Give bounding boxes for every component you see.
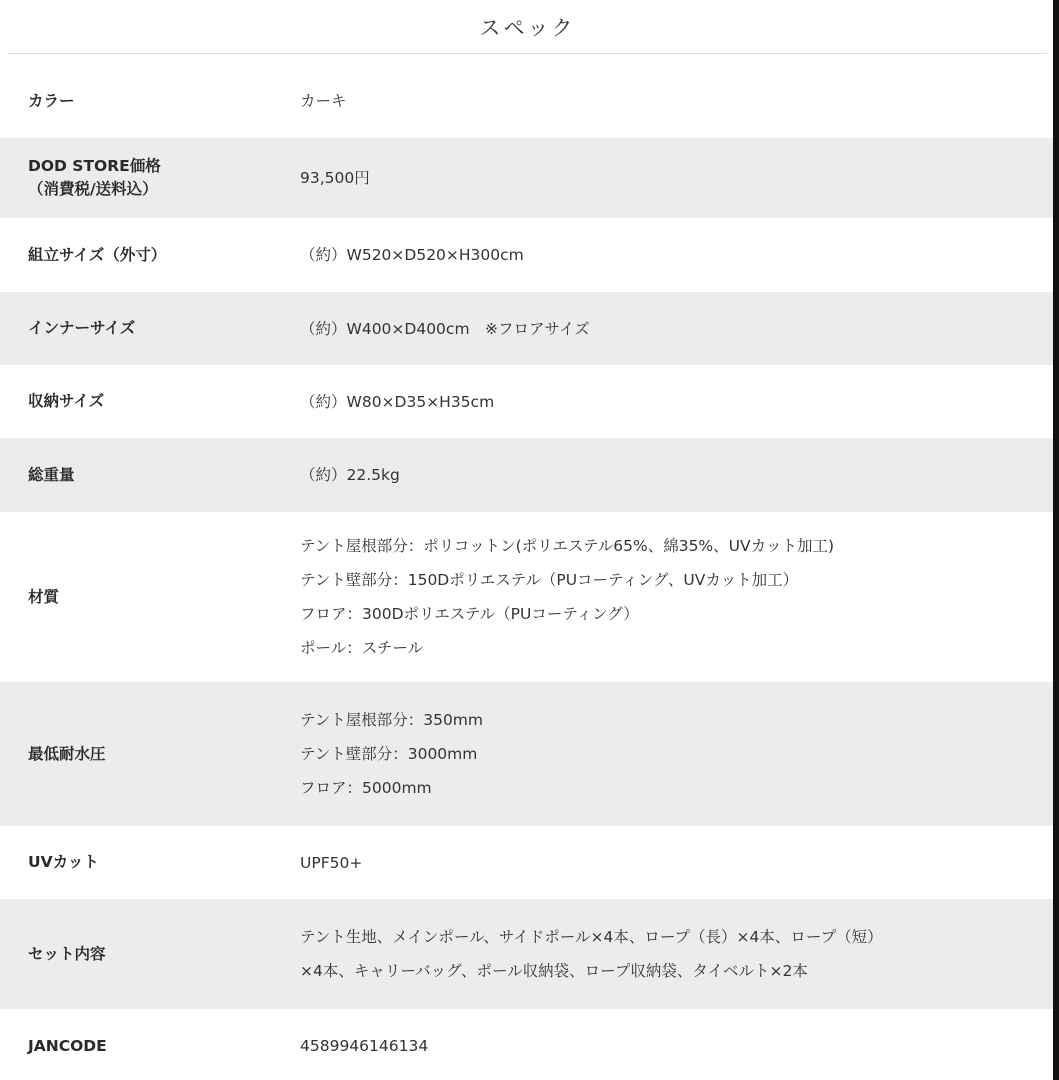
spec-row-inner-size <box>0 292 1053 365</box>
spec-label <box>0 317 300 340</box>
spec-label <box>0 244 300 267</box>
spec-label-line: 総重量 <box>28 465 75 484</box>
spec-label-line: （消費税/送料込） <box>28 180 158 198</box>
spec-label <box>0 851 300 874</box>
spec-value <box>300 238 1053 272</box>
spec-value-line: テント壁部分：150Dポリエステル（PUコーティング、UVカット加工） <box>300 571 799 589</box>
spec-value-line: （約）W400×D400cm ※フロアサイズ <box>300 319 590 338</box>
spec-value-line: テント屋根部分：350mm <box>300 711 484 729</box>
spec-value-line: 93,500円 <box>300 169 370 187</box>
spec-value-line: フロア：300Dポリエステル（PUコーティング） <box>300 605 639 623</box>
spec-label-line: カラー <box>28 91 75 110</box>
spec-label <box>0 464 300 487</box>
spec-row-color <box>0 64 1053 138</box>
spec-value-line: テント生地、メインポール、サイドポール×4本、ロープ（長）×4本、ロープ（短） <box>300 928 883 946</box>
spec-label <box>0 390 300 413</box>
spec-row-jancode <box>0 1009 1053 1080</box>
spec-value-line: フロア：5000mm <box>300 779 432 797</box>
spec-label-line: セット内容 <box>28 944 106 963</box>
spec-label-line: JANCODE <box>28 1036 107 1055</box>
spec-value-line: 4589946146134 <box>300 1037 429 1055</box>
spec-value <box>300 703 1053 805</box>
spec-row-price <box>0 138 1053 218</box>
spec-label <box>0 586 300 609</box>
spec-label-line: 収納サイズ <box>28 392 105 410</box>
spec-row-set-contents <box>0 899 1053 1009</box>
spec-value-line: テント屋根部分：ポリコットン(ポリエステル65%、綿35%、UVカット加工) <box>300 537 835 555</box>
spec-value-line: （約）W80×D35×H35cm <box>300 392 495 411</box>
spec-value-line: テント壁部分：3000mm <box>300 745 478 763</box>
spec-value <box>300 458 1053 492</box>
spec-label <box>0 743 300 766</box>
spec-label-line: 組立サイズ（外寸） <box>28 245 167 264</box>
spec-table <box>0 64 1053 1080</box>
spec-value-line: カーキ <box>300 92 347 110</box>
spec-value <box>300 385 1053 419</box>
spec-row-material <box>0 512 1053 682</box>
spec-value <box>300 920 1053 988</box>
spec-value-line: UPF50+ <box>300 853 363 872</box>
spec-value <box>300 1029 1053 1063</box>
spec-row-water-pressure <box>0 682 1053 826</box>
spec-label-line: 材質 <box>28 587 60 606</box>
spec-section-title: スペック <box>8 0 1047 54</box>
spec-value-line: ×4本、キャリーバッグ、ポール収納袋、ロープ収納袋、タイベルト×2本 <box>300 962 808 980</box>
spec-row-total-weight <box>0 438 1053 512</box>
spec-row-storage-size <box>0 365 1053 438</box>
spec-label-line: UVカット <box>28 853 99 871</box>
spec-value <box>300 846 1053 880</box>
spec-label-line: インナーサイズ <box>28 319 136 337</box>
spec-value-line: （約）W520×D520×H300cm <box>300 246 524 264</box>
spec-value <box>300 312 1053 346</box>
spec-label <box>0 943 300 966</box>
spec-row-assembled-size <box>0 218 1053 292</box>
spec-label <box>0 1035 300 1058</box>
spec-value <box>300 84 1053 118</box>
spec-label-line: 最低耐水圧 <box>28 744 106 763</box>
spec-value <box>300 529 1053 665</box>
spec-value-line: （約）22.5kg <box>300 466 400 484</box>
spec-label-line: DOD STORE価格 <box>28 157 161 175</box>
spec-value-line: ポール：スチール <box>300 639 424 657</box>
spec-label <box>0 90 300 113</box>
spec-row-uv-cut <box>0 826 1053 899</box>
spec-value <box>300 161 1053 195</box>
spec-label <box>0 155 300 201</box>
